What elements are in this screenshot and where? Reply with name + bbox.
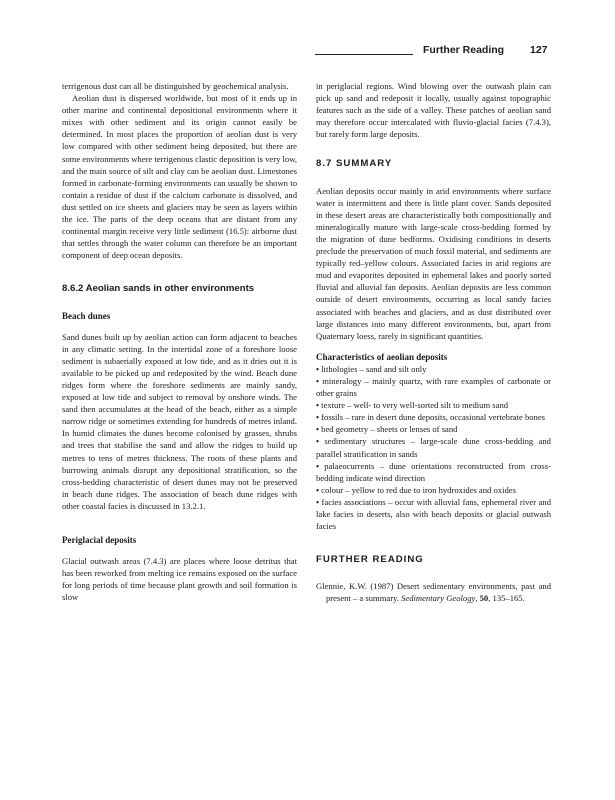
bullet-icon: • bbox=[316, 412, 322, 423]
list-item: • sedimentary structures – large-scale dune cross-bedding and parallel stratification in sands bbox=[316, 436, 551, 459]
bullet-icon: • bbox=[316, 375, 323, 386]
list-item: • texture – well- to very well-sorted silt to medium sand bbox=[316, 400, 509, 411]
reference-entry: Glennie, K.W. (1987) Desert sedimentary environments, past and present – a summary. Sedimentary Geology, 50, 135–165. bbox=[316, 581, 551, 604]
reference-pages: 135–165. bbox=[492, 593, 525, 604]
list-item: • facies associations – occur with alluvial fans, ephemeral river and lake facies in deserts, also with beach deposits or glacial outwash facies bbox=[316, 496, 551, 532]
summary-paragraph: Aeolian deposits occur mainly in arid environments where surface water is intermittent and there is little plant cover. Sands deposited in these desert areas are characteristically both compositionally and mineralogically mature with large-scale cross-bedding formed by the migration of dune bedforms. Oxidising conditions in deserts preclude the preservation of much fossil material, and sediments are typically red–yellow colours. Associated facies in arid regions are mud and evaporites deposited in ephemeral lakes and poorly sorted fluvial and alluvial fan deposits. Aeolian deposits are less common outside of desert environments, occurring as local sandy facies associated with beaches and glaciers, and as dust distributed over large distances into many different environments, but, apart from Quaternary loess, rarely in significant quantities. bbox=[316, 185, 551, 341]
right-column bbox=[316, 80, 551, 604]
characteristics-list bbox=[316, 363, 551, 532]
running-title: Further Reading bbox=[423, 44, 505, 56]
list-item: • bed geometry – sheets or lenses of sand bbox=[316, 424, 458, 435]
list-item: • palaeocurrents – dune orientations reconstructed from cross-bedding indicate wind direction bbox=[316, 460, 551, 483]
paragraph: in periglacial regions. Wind blowing over the outwash plain can pick up sand and redeposit it locally, usually against topographic features such as the side of a valley. These patches of aeolian sand may therefore occur intercalated with fluvio-glacial facies (7.4.3), but rarely form large deposits. bbox=[316, 81, 551, 140]
bullet-icon: • bbox=[316, 496, 322, 507]
reference-authors: Glennie, K.W. (1987) Desert sedimentary environments, past and present – a summary. bbox=[316, 581, 551, 604]
bullet-icon: • bbox=[316, 424, 322, 435]
subheading: Periglacial deposits bbox=[62, 535, 137, 545]
paragraph: Aeolian dust is dispersed worldwide, but most of it ends up in other marine and continental depositional environments where it mixes with other sediment and its origin cannot easily be determined. In most places the proportion of aeolian dust is very low compared with other sediment being deposited, but there are some environments where terrigenous clastic deposition is very low, and the main source of silt and clay can be aeolian dust. Limestones formed in carbonate-forming environments can usually be shown to contain a residue of dust if the calcium carbonate is dissolved, and dust settled on ice sheets and glaciers may be seen as layers within the ice. The parts of the deep oceans that are distant from any continental margin receive very little sediment (16.5): airborne dust that settles through the water column can therefore be an important component of deep ocean deposits. bbox=[62, 93, 297, 261]
list-item: • lithologies – sand and silt only bbox=[316, 363, 427, 374]
bullet-icon: • bbox=[316, 400, 322, 411]
reference-volume: 50 bbox=[479, 593, 489, 604]
paragraph: Glacial outwash areas (7.4.3) are places where loose detritus that has been reworked from melting ice remains exposed on the surface for long periods of time because plant growth and soil formation is slow bbox=[62, 556, 297, 603]
reference-journal: Sedimentary Geology bbox=[401, 593, 476, 604]
paragraph: Sand dunes built up by aeolian action can form adjacent to beaches in any climatic setting. In the intertidal zone of a foreshore loose sediment is subaerially exposed at low tide, and as it dries out it is available to be picked up and redeposited by the wind. Beach dune ridges form where the foreshore sediments are mainly sandy, exposed at low tide and subject to removal by onshore winds. The sand then accumulates at the head of the beach, either as a simple narrow ridge or sometimes extending for hundreds of metres inland. In humid climates the dunes become colonised by grasses, shrubs and trees that stabilise the sand and allow the ridges to build up metres to tens of metres thickness. The roots of these plants and burrowing animals disrupt any depositional stratification, so the cross-bedding characteristic of desert dunes may not be preserved in beach dune ridges. The association of beach dune ridges with other coastal facies is discussed in 13.2.1. bbox=[62, 331, 297, 511]
left-column bbox=[62, 80, 297, 603]
characteristics-heading: Characteristics of aeolian deposits bbox=[316, 351, 448, 362]
bullet-icon: • bbox=[316, 436, 325, 447]
bullet-icon: • bbox=[316, 363, 322, 374]
bullet-icon: • bbox=[316, 484, 322, 495]
header-rule bbox=[315, 54, 413, 55]
section-heading: 8.6.2 Aeolian sands in other environments bbox=[62, 283, 255, 295]
summary-heading: 8.7 SUMMARY bbox=[316, 158, 393, 170]
bullet-icon: • bbox=[316, 460, 325, 471]
page-number: 127 bbox=[530, 44, 548, 56]
list-item: • mineralogy – mainly quartz, with rare examples of carbonate or other grains bbox=[316, 375, 551, 399]
further-reading-heading: FURTHER READING bbox=[316, 554, 424, 566]
paragraph: terrigenous dust can all be distinguished by geochemical analysis. bbox=[62, 81, 289, 91]
list-item: • fossils – rare in desert dune deposits, occasional vertebrate bones bbox=[316, 412, 546, 423]
subheading: Beach dunes bbox=[62, 310, 111, 321]
list-item: • colour – yellow to red due to iron hydroxides and oxides bbox=[316, 484, 516, 495]
